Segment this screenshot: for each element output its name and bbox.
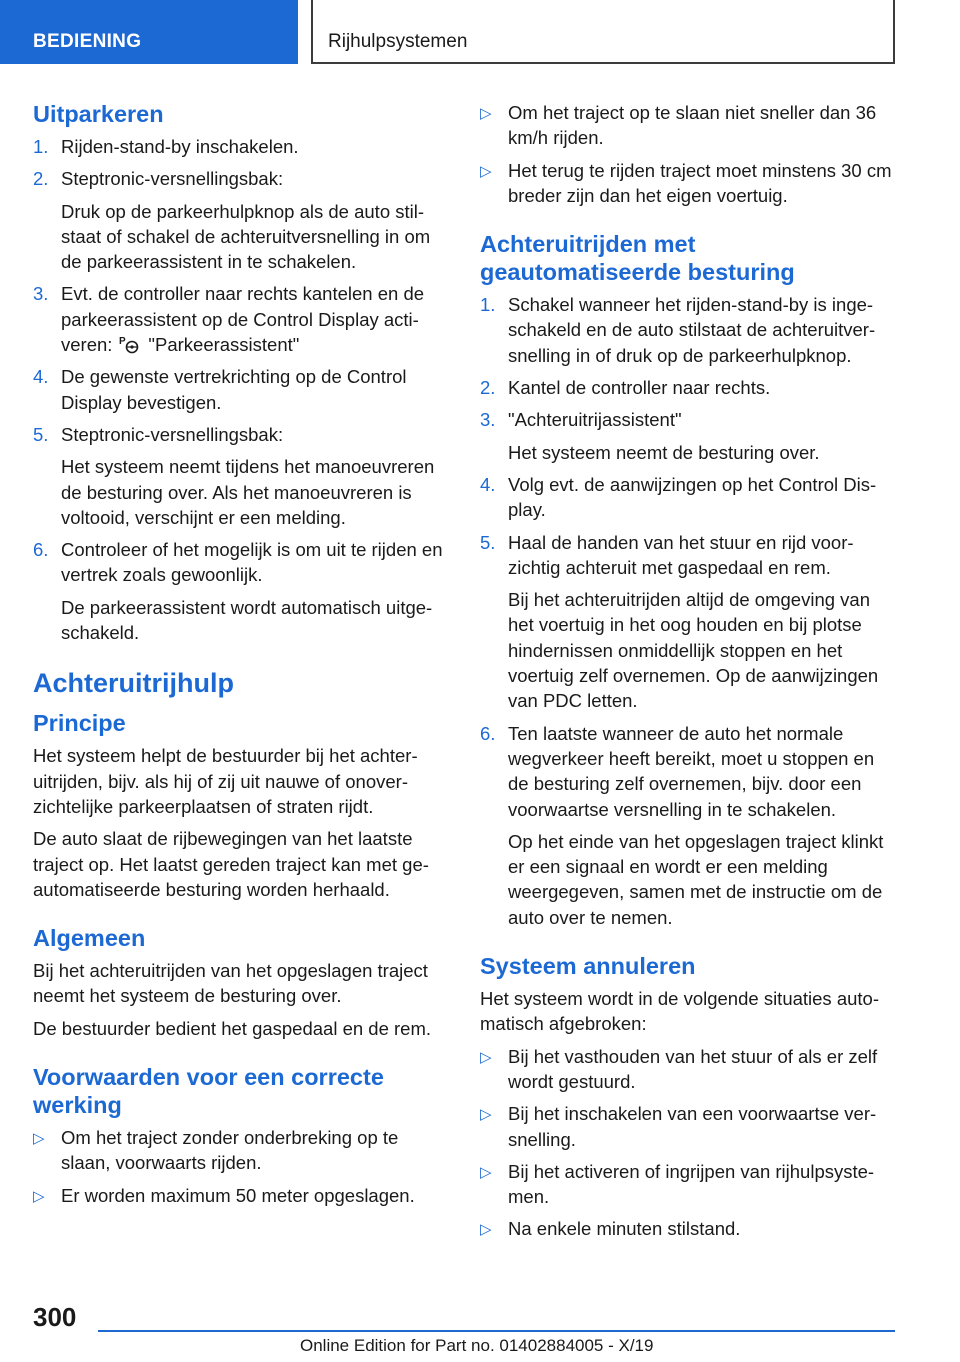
triangle-right-icon: ▷: [480, 1106, 492, 1124]
step-number: 5.: [480, 531, 496, 553]
list-item: [480, 1159, 896, 1210]
list-item-text: Om het traject op te slaan niet sneller dan 36 km/h rijden.: [508, 102, 877, 149]
footer-edition: Online Edition for Part no. 01402884005 - X/19: [300, 1336, 654, 1355]
step-item: [480, 472, 896, 523]
triangle-right-icon: ▷: [480, 1221, 492, 1239]
page-number: 300: [33, 1302, 77, 1332]
section-tab: BEDIENING: [0, 0, 298, 64]
heading-voorwaarden: Voorwaarden voor een correcte werking: [33, 1064, 384, 1119]
triangle-right-icon: ▷: [33, 1187, 45, 1205]
step-number: 3.: [33, 283, 49, 305]
right-column: [480, 100, 896, 1250]
step-text: Schakel wanneer het rijden-stand-by is ingeschakeld en de auto stilstaat de achteruitversnelling in of druk op de parkeerhulpknop.: [508, 294, 876, 366]
list-item-text: Het terug te rijden traject moet minstens 30 cm breder zijn dan het eigen voertuig.: [508, 159, 892, 206]
list-item-text: Bij het activeren of ingrijpen van rijhulpsystemen.: [508, 1160, 875, 1208]
step-item: [480, 375, 896, 400]
step-number: 4.: [33, 366, 49, 388]
step-text: Druk op de parkeerhulpknop als de auto stilstaat of schakel de achteruitversnelling in om de parkeerassistent in te schakelen.: [61, 200, 431, 273]
triangle-right-icon: ▷: [480, 105, 492, 122]
step-text-a: Evt. de controller naar rechts kantelen en de parkeerassistent op de Control Display activeren:: [61, 283, 425, 356]
step-item: [480, 530, 896, 714]
heading-achteruitrijhulp: Achteruitrijhulp: [33, 668, 234, 699]
footer-divider: [98, 1330, 895, 1332]
parking-assistant-icon: [118, 334, 140, 354]
chapter-title: Rijhulpsystemen: [311, 0, 895, 64]
triangle-right-icon: ▷: [33, 1130, 45, 1148]
step-text: De parkeerassistent wordt automatisch uitgeschakeld.: [61, 596, 433, 644]
list-item: [480, 158, 896, 209]
step-item: [33, 281, 449, 357]
step-number: 2.: [480, 377, 496, 399]
list-item-text: Er worden maximum 50 meter opgeslagen.: [61, 1184, 415, 1206]
paragraph: Bij het achteruitrijden van het opgeslagen traject neemt het systeem de besturing over.: [33, 960, 428, 1007]
step-text-b: "Parkeerassistent": [148, 334, 300, 356]
voorwaarden-list: [33, 1125, 449, 1209]
step-text: Bij het achteruitrijden altijd de omgeving van het voertuig in het oog houden en bij plotse hindernissen onmiddellijk stoppen en het voertuig zelf overnemen. Op de aanwijzingen van PDC letten.: [508, 589, 879, 712]
step-text: [61, 281, 449, 357]
paragraph: De bestuurder bedient het gaspedaal en de rem.: [33, 1017, 432, 1039]
step-text: "Achteruitrijassistent": [508, 409, 682, 431]
step-number: 6.: [480, 722, 496, 744]
step-text: De gewenste vertrekrichting op de Control Display bevestigen.: [61, 366, 407, 413]
paragraph: Het systeem helpt de bestuurder bij het achteruitrijden, bijv. als hij of zij uit nauwe of onoverzichtelijke parkeerplaatsen of straten rijdt.: [33, 745, 418, 817]
list-item: [480, 1044, 896, 1095]
list-item: [33, 1183, 449, 1209]
step-item: [33, 537, 449, 645]
heading-principe: Principe: [33, 710, 126, 737]
list-item-text: Bij het vasthouden van het stuur of als er zelf wordt gestuurd.: [508, 1045, 878, 1092]
triangle-right-icon: ▷: [480, 1048, 492, 1066]
list-item-text: Bij het inschakelen van een voorwaartse versnelling.: [508, 1103, 877, 1150]
list-item: [480, 1101, 896, 1152]
step-text: Rijden-stand-by inschakelen.: [61, 136, 299, 157]
svg-text:P: P: [119, 336, 127, 348]
uitparkeren-steps: [33, 134, 449, 645]
step-text: Kantel de controller naar rechts.: [508, 377, 771, 399]
paragraph: Het systeem wordt in de volgende situaties automatisch afgebroken:: [480, 988, 879, 1035]
voorwaarden-list-continued: [480, 100, 896, 208]
heading-geautomatiseerd: Achteruitrijden met geautomatiseerde besturing: [480, 231, 795, 286]
list-item: [33, 1125, 449, 1176]
triangle-right-icon: ▷: [480, 162, 492, 180]
step-item: [480, 292, 896, 368]
step-item: [33, 166, 449, 274]
list-item: [480, 1216, 896, 1242]
step-item: [33, 364, 449, 415]
step-text: Het systeem neemt de besturing over.: [508, 441, 820, 463]
step-text: Steptronic-versnellingsbak:: [61, 168, 284, 190]
annuleren-list: [480, 1044, 896, 1243]
step-number: 2.: [33, 168, 49, 190]
step-text: Ten laatste wanneer de auto het normale wegverkeer heeft bereikt, moet u stoppen en de besturing zelf overnemen, bijv. door een voorwaartse versnelling in te schakelen.: [508, 722, 875, 820]
step-number: 1.: [480, 294, 496, 316]
step-text: Op het einde van het opgeslagen traject klinkt er een signaal en wordt er een melding weergegeven, samen met de instructie om de auto over te nemen.: [508, 830, 884, 928]
list-item: [480, 100, 896, 151]
heading-uitparkeren: Uitparkeren: [33, 101, 164, 127]
geautomatiseerd-steps: [480, 292, 896, 930]
step-item: [480, 721, 896, 930]
step-number: 3.: [480, 409, 496, 431]
step-number: 5.: [33, 423, 49, 445]
step-number: 1.: [33, 136, 49, 157]
heading-algemeen: Algemeen: [33, 925, 146, 952]
step-item: [480, 407, 896, 465]
step-text: Volg evt. de aanwijzingen op het Control Display.: [508, 473, 877, 521]
triangle-right-icon: ▷: [480, 1163, 492, 1181]
list-item-text: Na enkele minuten stilstand.: [508, 1218, 741, 1240]
paragraph: De auto slaat de rijbewegingen van het laatste traject op. Het laatst gereden traject kan met geautomatiseerde besturing worden herhaald.: [33, 828, 429, 900]
step-text: Controleer of het mogelijk is om uit te rijden en vertrek zoals gewoonlijk.: [61, 539, 443, 586]
step-item: [33, 422, 449, 530]
step-number: 6.: [33, 539, 49, 561]
step-number: 4.: [480, 473, 496, 495]
step-text: Haal de handen van het stuur en rijd voorzichtig achteruit met gaspedaal en rem.: [508, 531, 854, 578]
step-item: [33, 134, 449, 159]
step-text: Steptronic-versnellingsbak:: [61, 423, 284, 445]
list-item-text: Om het traject zonder onderbreking op te slaan, voorwaarts rijden.: [61, 1127, 399, 1174]
left-column: [33, 100, 449, 1216]
step-text: Het systeem neemt tijdens het manoeuvreren de besturing over. Als het manoeuvreren is voltooid, verschijnt er een melding.: [61, 456, 435, 528]
heading-systeem-annuleren: Systeem annuleren: [480, 953, 696, 980]
